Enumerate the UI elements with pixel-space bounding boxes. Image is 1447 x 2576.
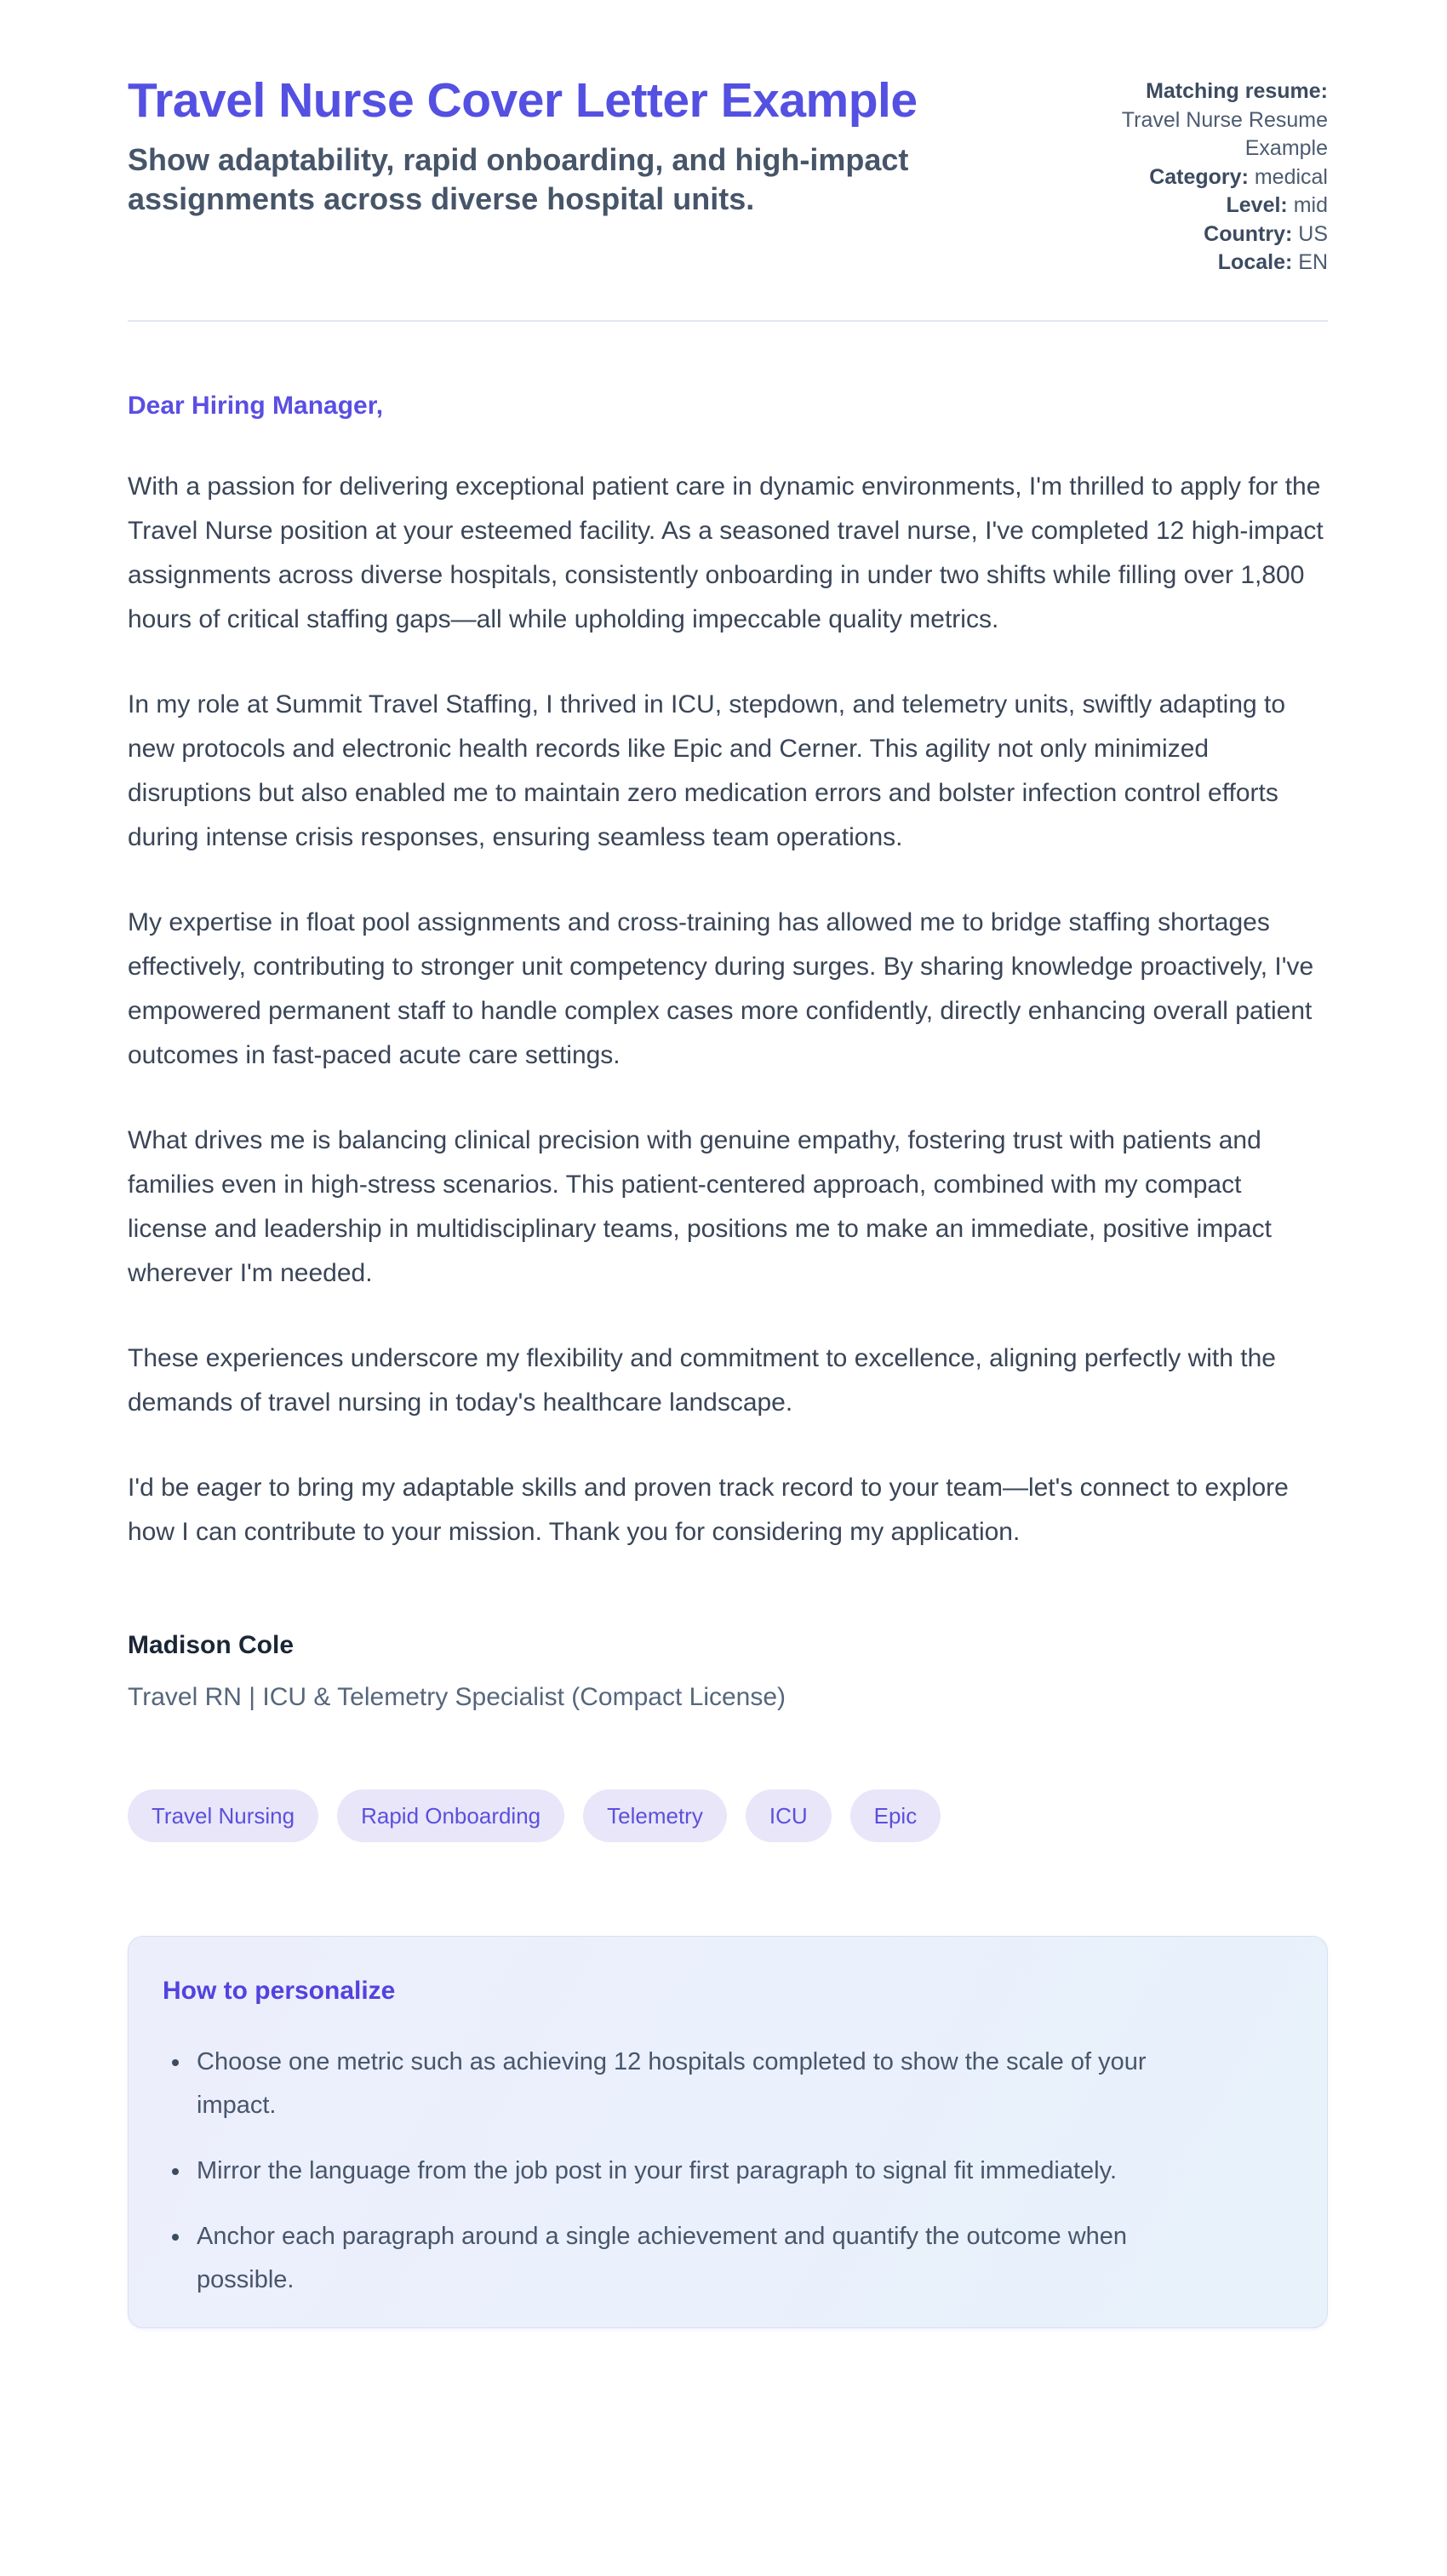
meta-matching-resume-value: Travel Nurse Resume Example bbox=[1121, 107, 1328, 160]
cover-letter-body bbox=[128, 388, 1328, 1554]
meta-level bbox=[1096, 192, 1328, 220]
meta-locale-label: Locale: bbox=[1217, 250, 1293, 274]
meta-level-label: Level: bbox=[1226, 193, 1288, 217]
letter-paragraph: These experiences underscore my flexibility and commitment to excellence, aligning perfectly with the demands of travel nursing in today's healthcare landscape. bbox=[128, 1343, 1276, 1417]
signature-role: Travel RN | ICU & Telemetry Specialist (Compact License) bbox=[128, 1682, 786, 1711]
how-to-personalize-box bbox=[128, 1936, 1328, 2328]
letter-paragraph: My expertise in float pool assignments and cross-training has allowed me to bridge staffing shortages effectively, contributing to stronger unit competency during surges. By sharing knowledge proactively, I've empowered permanent staff to handle complex cases more confidently, directly enhancing overall patient outcomes in fast-paced acute care settings. bbox=[128, 907, 1314, 1069]
meta-matching-resume bbox=[1096, 77, 1328, 163]
meta-level-value: mid bbox=[1293, 193, 1328, 217]
meta-country-value: US bbox=[1298, 221, 1328, 246]
signature-name: Madison Cole bbox=[128, 1630, 295, 1659]
meta-locale-value: EN bbox=[1298, 250, 1328, 274]
letter-paragraph: I'd be eager to bring my adaptable skills and proven track record to your team—let's connect to explore how I can contribute to your mission. Thank you for considering my application. bbox=[128, 1473, 1289, 1546]
letter-paragraph: With a passion for delivering exceptional patient care in dynamic environments, I'm thrilled to apply for the Travel Nurse position at your esteemed facility. As a seasoned travel nurse, I've completed 12 high-impact assignments across diverse hospitals, consistently onboarding in under two shifts while filling over 1,800 hours of critical staffing gaps—all while upholding impeccable quality metrics. bbox=[128, 472, 1324, 633]
salutation: Dear Hiring Manager, bbox=[128, 391, 384, 420]
meta-country bbox=[1096, 220, 1328, 249]
header bbox=[128, 72, 1328, 278]
tag-pill-travel-nursing: Travel Nursing bbox=[128, 1789, 318, 1842]
meta-category-value: medical bbox=[1254, 164, 1328, 189]
tip-item: • Mirror the language from the job post in your first paragraph to signal fit immediately. bbox=[192, 2150, 1204, 2193]
tip-item: • Anchor each paragraph around a single achievement and quantify the outcome when possible. bbox=[192, 2215, 1204, 2302]
header-divider bbox=[128, 320, 1328, 322]
meta-category-label: Category: bbox=[1149, 164, 1249, 189]
page-title: Travel Nurse Cover Letter Example bbox=[128, 73, 918, 128]
signature-block bbox=[128, 1628, 1328, 1716]
meta-locale bbox=[1096, 249, 1328, 278]
meta-country-label: Country: bbox=[1204, 221, 1293, 246]
tag-pill-telemetry: Telemetry bbox=[583, 1789, 727, 1842]
meta-matching-resume-label: Matching resume: bbox=[1146, 79, 1328, 103]
tips-list bbox=[163, 2041, 1293, 2302]
tag-list bbox=[128, 1789, 1328, 1842]
header-title-block bbox=[128, 72, 979, 219]
tag-pill-rapid-onboarding: Rapid Onboarding bbox=[337, 1789, 564, 1842]
meta-category bbox=[1096, 163, 1328, 192]
tips-heading: How to personalize bbox=[163, 1976, 396, 2005]
letter-paragraph: What drives me is balancing clinical precision with genuine empathy, fostering trust with patients and families even in high-stress scenarios. This patient-centered approach, combined with my compact license and leadership in multidisciplinary teams, positions me to make an immediate, positive impact wherever I'm needed. bbox=[128, 1125, 1272, 1287]
tag-pill-epic: Epic bbox=[850, 1789, 941, 1842]
tag-pill-icu: ICU bbox=[746, 1789, 832, 1842]
letter-paragraph: In my role at Summit Travel Staffing, I thrived in ICU, stepdown, and telemetry units, swiftly adapting to new protocols and electronic health records like Epic and Cerner. This agility not only minimized disruptions but also enabled me to maintain zero medication errors and bolster infection control efforts during intense crisis responses, ensuring seamless team operations. bbox=[128, 690, 1286, 851]
meta-panel bbox=[1096, 72, 1328, 278]
page-subtitle: Show adaptability, rapid onboarding, and high-impact assignments across diverse hospital units. bbox=[128, 142, 909, 217]
tip-item: • Choose one metric such as achieving 12 hospitals completed to show the scale of your impact. bbox=[192, 2041, 1204, 2127]
